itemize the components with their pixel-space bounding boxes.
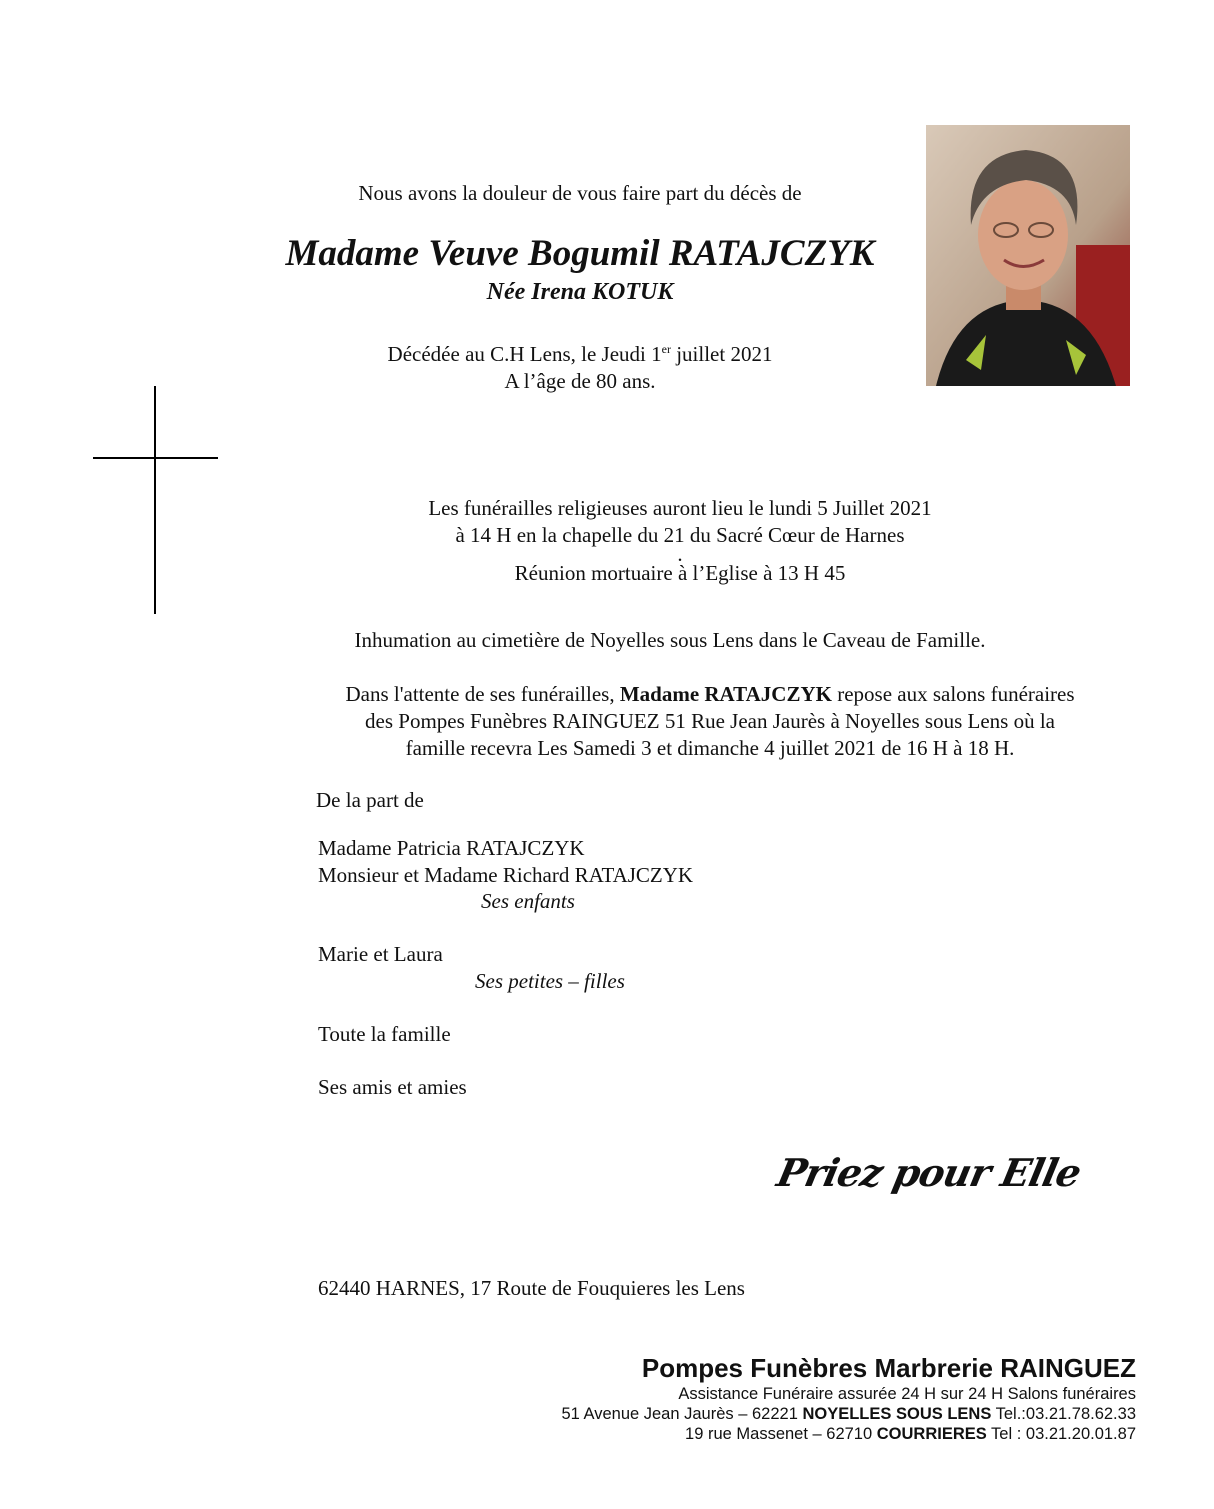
intro-text: Nous avons la douleur de vous faire part du décès de <box>358 181 802 205</box>
wake-name: Madame RATAJCZYK <box>619 682 832 706</box>
funeral-details <box>330 495 1030 587</box>
child-2: Monsieur et Madame Richard RATAJCZYK <box>318 863 694 887</box>
wake-details <box>300 681 1120 762</box>
wake-line-1 <box>300 681 1120 708</box>
grandchildren-label: Ses petites – filles <box>475 969 625 993</box>
cross-vertical <box>154 386 156 614</box>
footer-line3-pre: 19 rue Massenet – 62710 <box>685 1425 877 1443</box>
wake-line-2: des Pompes Funèbres RAINGUEZ 51 Rue Jean Jaurès à Noyelles sous Lens où la <box>365 709 1055 733</box>
death-details <box>280 336 880 395</box>
children-label: Ses enfants <box>481 889 575 913</box>
funeral-line-1: Les funérailles religieuses auront lieu le lundi 5 Juillet 2021 <box>428 496 932 520</box>
grandchildren: Marie et Laura <box>318 942 443 966</box>
from-label: De la part de <box>316 788 424 812</box>
friends: Ses amis et amies <box>318 1075 467 1099</box>
funeral-line-3: Réunion mortuaire à l’Eglise à 13 H 45 <box>514 561 846 585</box>
portrait-image <box>926 125 1130 386</box>
prayer-text: Priez pour Elle <box>773 1150 1085 1195</box>
wake-line-3: famille recevra Les Samedi 3 et dimanche 4 juillet 2021 de 16 H à 18 H. <box>405 736 1015 760</box>
child-1: Madame Patricia RATAJCZYK <box>318 836 585 860</box>
family-address: 62440 HARNES, 17 Route de Fouquieres les Lens <box>318 1276 745 1300</box>
death-date-suffix: juillet 2021 <box>670 342 773 366</box>
death-date-sup: er <box>661 342 671 356</box>
footer-line2-city: NOYELLES SOUS LENS <box>802 1405 992 1423</box>
maiden-name: Née Irena KOTUK <box>486 279 674 305</box>
cross-horizontal <box>93 457 218 459</box>
age-line: A l’âge de 80 ans. <box>504 369 656 393</box>
death-date-line <box>280 336 880 368</box>
funeral-home-line-2 <box>561 1404 1136 1424</box>
death-date-prefix: Décédée au C.H Lens, le Jeudi 1 <box>387 342 662 366</box>
funeral-home-line-3 <box>561 1424 1136 1444</box>
deceased-name: Madame Veuve Bogumil RATAJCZYK <box>285 233 875 274</box>
whole-family: Toute la famille <box>318 1022 451 1046</box>
funeral-dot: . <box>677 542 683 566</box>
funeral-home-name: Pompes Funèbres Marbrerie RAINGUEZ <box>641 1353 1136 1383</box>
footer-line3-tel: Tel : 03.21.20.01.87 <box>986 1425 1136 1443</box>
footer-line2-tel: Tel.:03.21.78.62.33 <box>991 1405 1136 1423</box>
funeral-home-footer <box>561 1353 1136 1444</box>
wake-post: repose aux salons funéraires <box>831 682 1075 706</box>
burial-text: Inhumation au cimetière de Noyelles sous Lens dans le Caveau de Famille. <box>354 628 986 652</box>
footer-line2-pre: 51 Avenue Jean Jaurès – 62221 <box>561 1405 803 1423</box>
funeral-line-2: à 14 H en la chapelle du 21 du Sacré Cœur de Harnes <box>455 522 905 547</box>
funeral-home-line-1: Assistance Funéraire assurée 24 H sur 24 H Salons funéraires <box>678 1385 1136 1403</box>
portrait-photo <box>926 125 1130 386</box>
footer-line3-city: COURRIERES <box>876 1425 987 1443</box>
wake-pre: Dans l'attente de ses funérailles, <box>345 682 620 706</box>
